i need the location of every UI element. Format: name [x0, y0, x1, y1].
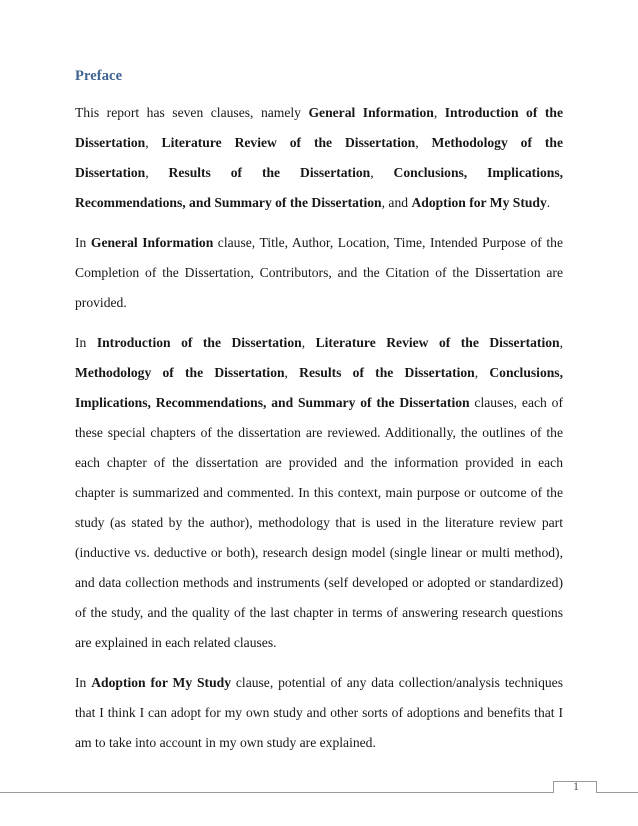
emphasis-run: Conclusions, Implications, Recommendations, and Summary of the Dissertation [75, 365, 564, 411]
text-run: , [145, 165, 169, 181]
text-run: , [370, 165, 394, 181]
text-run: In [75, 235, 91, 251]
text-run: This report has seven clauses, namely [75, 105, 309, 121]
text-run: clause, potential of any data collection/analysis techniques that I think I can adopt for my own study and other sorts of adoptions and benefits that I am to take into account in my own study are explained. [75, 675, 563, 751]
emphasis-run: Literature Review of the Dissertation [161, 135, 416, 151]
emphasis-run: Introduction of the Dissertation [75, 105, 563, 151]
text-run: . [546, 195, 551, 211]
emphasis-run: Conclusions, Implications, Recommendations, and Summary of the Dissertation [75, 165, 564, 211]
emphasis-run: Adoption for My Study [411, 195, 547, 211]
emphasis-run: General Information [90, 235, 214, 251]
emphasis-run: Introduction of the Dissertation [96, 335, 302, 351]
text-run: , [145, 135, 162, 151]
text-run: , [301, 335, 316, 351]
page-title: Preface [75, 68, 123, 84]
paragraph-adoption-for-my-study [75, 668, 563, 758]
text-run: , [559, 335, 564, 351]
page-number: 1 [573, 781, 579, 793]
text-run: , and [381, 195, 412, 211]
emphasis-run: Methodology of the Dissertation [75, 365, 285, 381]
emphasis-run: Results of the Dissertation [299, 365, 475, 381]
text-run: , [284, 365, 300, 381]
emphasis-run: Methodology of the Dissertation [75, 135, 564, 181]
paragraph-container [75, 98, 563, 758]
text-run: clause, Title, Author, Location, Time, Intended Purpose of the Completion of the Dissertation, Contributors, and the Citation of the Dissertation are provided. [75, 235, 563, 311]
text-run: clauses, each of these special chapters of the dissertation are reviewed. Additionally, the outlines of the each chapter of the dissertation are provided and the information provided in each chapter is summarized and commented. In this context, main purpose or outcome of the study (as stated by the author), methodology that is used in the literature review part (inductive vs. deductive or both), research design model (single linear or multi method), and data collection methods and instruments (self developed or adopted or standardized) of the study, and the quality of the last chapter in terms of answering research questions are explained in each related clauses. [75, 395, 563, 651]
paragraph-general-information [75, 228, 563, 318]
footer-divider [0, 792, 638, 793]
emphasis-run: Literature Review of the Dissertation [315, 335, 560, 351]
emphasis-run: General Information [308, 105, 434, 121]
text-run: , [433, 105, 445, 121]
emphasis-run: Adoption for My Study [91, 675, 231, 691]
text-run: In [75, 335, 97, 351]
text-run: , [474, 365, 490, 381]
paragraph-chapter-review [75, 328, 563, 658]
page-content [75, 68, 563, 758]
text-run: In [75, 675, 92, 691]
emphasis-run: Results of the Dissertation [168, 165, 371, 181]
paragraph-intro-clauses [75, 98, 563, 218]
page-footer [0, 781, 638, 826]
text-run: , [415, 135, 432, 151]
